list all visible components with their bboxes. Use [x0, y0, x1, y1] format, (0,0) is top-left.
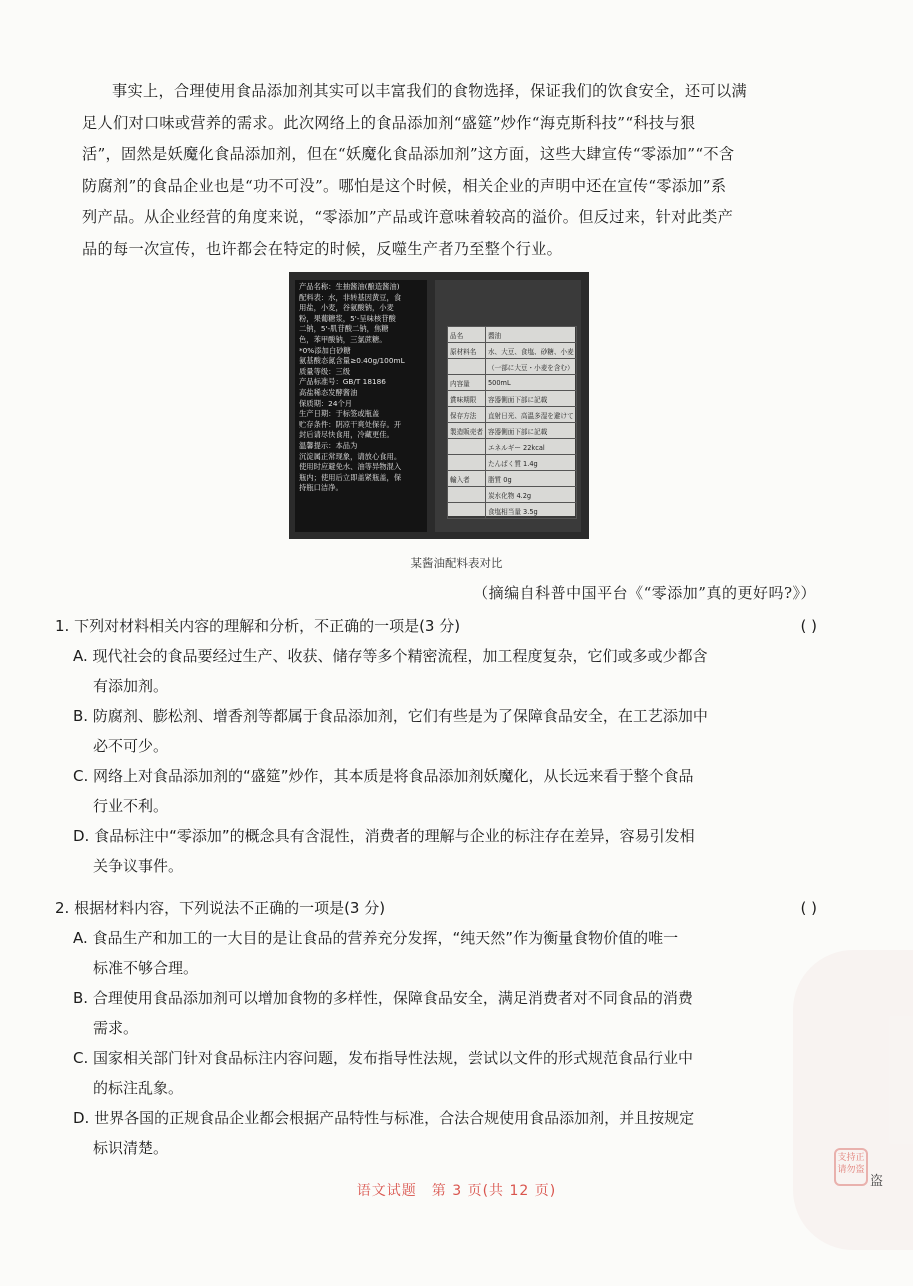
anti-piracy-stamp: 支持正 请勿盗	[834, 1148, 868, 1186]
option-text: A. 食品生产和加工的一大目的是让食品的营养充分发挥，“纯天然”作为衡量食物价值的唯一	[73, 929, 679, 947]
passage-line: 品的每一次宣传，也许都会在特定的时候，反噬生产者乃至整个行业。	[82, 239, 563, 258]
question-stem	[55, 893, 817, 923]
label-line: 温馨提示：本品为	[299, 440, 358, 450]
label-line: 生产日期：于标签或瓶盖	[299, 409, 380, 419]
label-line: 产品标准号：GB/T 18186	[299, 377, 386, 387]
answer-blank: ( )	[800, 899, 817, 917]
label-field-name: 内容量	[448, 375, 486, 391]
label-line: 持瓶口洁净。	[299, 483, 343, 493]
option-text: B. 合理使用食品添加剂可以增加食物的多样性，保障食品安全，满足消费者对不同食品的消费	[73, 989, 693, 1007]
label-field-name: 製造販売者	[448, 423, 486, 439]
option-text-cont: 必不可少。	[93, 737, 169, 755]
option-c	[73, 761, 817, 821]
passage-line: 事实上，合理使用食品添加剂其实可以丰富我们的食物选择，保证我们的饮食安全，还可以满	[112, 82, 747, 100]
label-field-value: エネルギー 22kcal	[485, 439, 576, 455]
label-field-value: 容器側面下部に記載	[485, 391, 576, 407]
option-text: A. 现代社会的食品要经过生产、收获、储存等多个精密流程，加工程度复杂，它们或多或少都含	[73, 647, 708, 665]
label-line: 使用时应避免水、油等异物混入	[299, 462, 402, 472]
label-table-row	[448, 327, 577, 343]
label-field-name: 賞味期限	[448, 391, 486, 407]
label-table-row	[448, 375, 577, 391]
label-field-name	[448, 487, 486, 503]
label-line: 保质期：24个月	[299, 398, 353, 408]
option-b	[73, 701, 817, 761]
label-field-name	[448, 359, 486, 375]
option-c	[73, 1043, 817, 1103]
label-table	[447, 326, 577, 519]
option-b	[73, 983, 817, 1043]
option-text-cont: 有添加剂。	[93, 677, 169, 695]
passage-paragraph	[82, 76, 818, 265]
label-line: 高盐稀态发酵酱油	[299, 387, 358, 397]
option-a	[73, 641, 817, 701]
label-field-value: （一部に大豆・小麦を含む）	[485, 359, 576, 375]
option-text-cont: 行业不利。	[93, 797, 169, 815]
label-table-row	[448, 503, 577, 519]
figure-caption: 某酱油配料表对比	[410, 556, 503, 570]
label-line: 二钠，5'-肌苷酸二钠，焦糖	[299, 324, 389, 334]
option-text: C. 国家相关部门针对食品标注内容问题，发布指导性法规，尝试以文件的形式规范食品行业中	[73, 1049, 694, 1067]
label-field-value: 500mL	[485, 375, 576, 391]
option-a	[73, 923, 817, 983]
passage-line: 足人们对口味或营养的需求。此次网络上的食品添加剂“盛筵”炒作“海克斯科技”“科技与狠	[82, 113, 696, 132]
label-field-value: たんぱく質 1.4g	[485, 455, 576, 471]
imported-bottle	[435, 280, 581, 532]
label-line: 质量等级：三级	[299, 366, 351, 376]
option-text: D. 食品标注中“零添加”的概念具有含混性，消费者的理解与企业的标注存在差异，容易引发相	[73, 827, 695, 845]
label-field-value: 容器側面下部に記載	[485, 423, 576, 439]
label-table-row	[448, 423, 577, 439]
domestic-ingredient-label	[295, 280, 427, 532]
label-table-row	[448, 359, 577, 375]
option-text-cont: 关争议事件。	[93, 857, 184, 875]
label-table-row	[448, 391, 577, 407]
label-line: 封后请尽快食用，冷藏更佳。	[299, 430, 394, 440]
answer-blank: ( )	[800, 617, 817, 635]
edge-text: 盗	[869, 1174, 883, 1189]
label-field-value: 水、大豆、食塩、砂糖、小麦	[485, 343, 576, 359]
label-field-value: 直射日光、高温多湿を避けて	[485, 407, 576, 423]
label-table-row	[448, 407, 577, 423]
soy-sauce-label-photo	[289, 272, 589, 539]
label-field-value: 食塩相当量 3.5g	[485, 503, 576, 519]
label-line: 粉，果葡糖浆，5'-呈味核苷酸	[299, 313, 396, 323]
question-1	[55, 611, 817, 881]
option-text-cont: 的标注乱象。	[93, 1079, 184, 1097]
label-table-row	[448, 455, 577, 471]
label-table-row	[448, 343, 577, 359]
label-line: 沉淀属正常现象，请放心食用。	[299, 451, 402, 461]
question-stem	[55, 611, 817, 641]
label-field-value: 醬油	[485, 327, 576, 343]
source-citation: （摘编自科普中国平台《“零添加”真的更好吗?》）	[473, 584, 816, 602]
label-line: 瓶内；使用后立即盖紧瓶盖，保	[299, 472, 402, 482]
label-field-value: 脂質 0g	[485, 471, 576, 487]
label-field-value: 炭水化物 4.2g	[485, 487, 576, 503]
label-line: 氨基酸态氮含量≥0.40g/100mL	[299, 356, 405, 366]
passage-line: 防腐剂”的食品企业也是“功不可没”。哪怕是这个时候，相关企业的声明中还在宣传“零添加”系	[82, 176, 727, 195]
label-table-row	[448, 439, 577, 455]
question-text: 2. 根据材料内容，下列说法不正确的一项是(3 分)	[55, 899, 386, 917]
label-field-name	[448, 455, 486, 471]
label-field-name	[448, 503, 486, 519]
option-text-cont: 标准不够合理。	[93, 959, 199, 977]
label-line: *0%添加白砂糖	[299, 345, 351, 355]
option-text: C. 网络上对食品添加剂的“盛筵”炒作，其本质是将食品添加剂妖魔化，从长远来看于整个食品	[73, 767, 694, 785]
label-line: 色，苯甲酸钠，三氯蔗糖。	[299, 334, 387, 344]
option-text: D. 世界各国的正规食品企业都会根据产品特性与标准，合法合规使用食品添加剂，并且按规定	[73, 1109, 695, 1127]
option-d	[73, 1103, 817, 1163]
label-table-row	[448, 487, 577, 503]
label-field-name	[448, 439, 486, 455]
label-field-name: 輸入者	[448, 471, 486, 487]
label-line: 用盐，小麦，谷氨酸钠，小麦	[299, 303, 394, 313]
option-text-cont: 标识清楚。	[93, 1139, 169, 1157]
option-text-cont: 需求。	[93, 1019, 139, 1037]
imported-ingredient-label	[447, 326, 575, 516]
option-d	[73, 821, 817, 881]
question-text: 1. 下列对材料相关内容的理解和分析，不正确的一项是(3 分)	[55, 617, 461, 635]
passage-line: 列产品。从企业经营的角度来说，“零添加”产品或许意味着较高的溢价。但反过来，针对此类产	[82, 208, 734, 226]
label-line: 产品名称：生抽酱油(酿造酱油)	[299, 282, 400, 291]
passage-line: 活”，固然是妖魔化食品添加剂，但在“妖魔化食品添加剂”这方面，这些大肆宣传“零添加”“不含	[82, 145, 735, 163]
label-field-name: 保存方法	[448, 407, 486, 423]
label-field-name: 品名	[448, 327, 486, 343]
label-table-row	[448, 471, 577, 487]
label-line: 贮存条件：阴凉干爽处保存。开	[299, 419, 402, 429]
question-2	[55, 893, 817, 1163]
label-line: 配料表：水，非转基因黄豆，食	[299, 292, 402, 302]
option-text: B. 防腐剂、膨松剂、增香剂等都属于食品添加剂，它们有些是为了保障食品安全，在工艺添加中	[73, 707, 708, 725]
label-field-name: 原材料名	[448, 343, 486, 359]
page-footer: 语文试题 第 3 页(共 12 页)	[356, 1183, 557, 1199]
